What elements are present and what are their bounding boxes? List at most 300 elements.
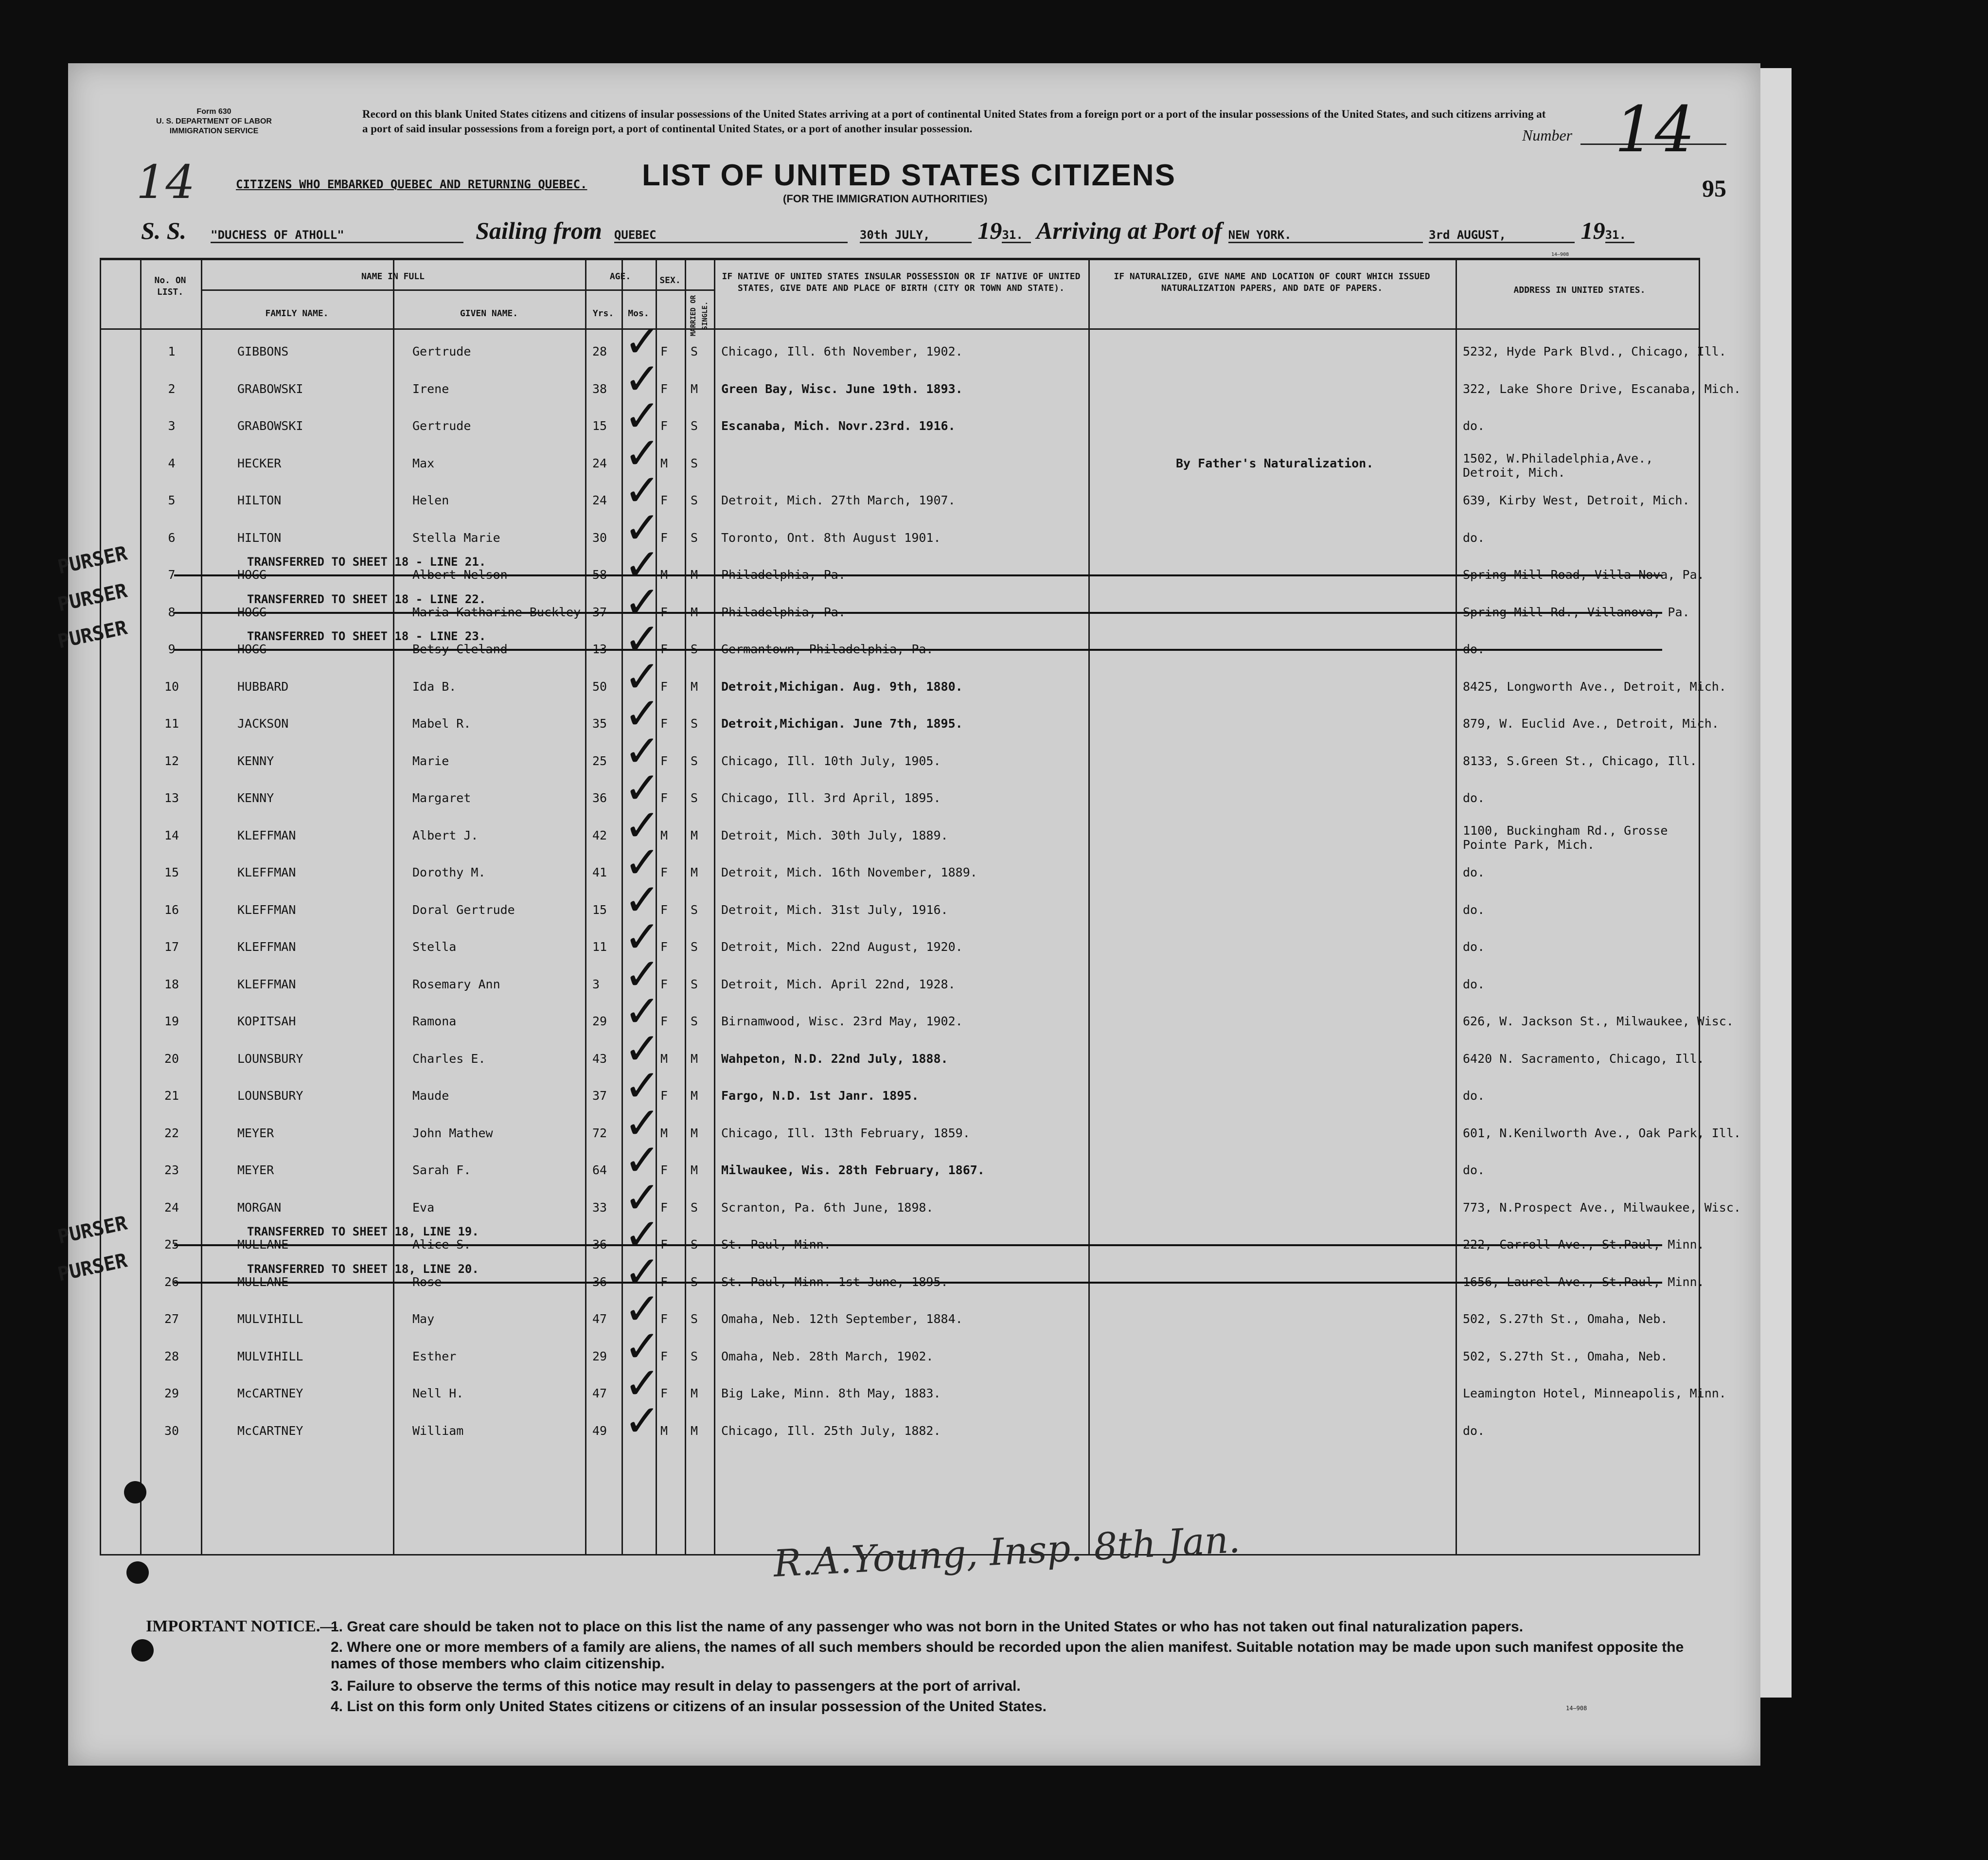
cell-yrs: 29 — [592, 1014, 607, 1028]
cell-ms: M — [691, 605, 698, 619]
cell-birth: St. Paul, Minn. 1st June, 1895. — [721, 1274, 948, 1289]
check-mark-icon: ✓ — [624, 837, 661, 888]
cell-addr: Spring Mill Rd., Villanova, Pa. — [1463, 605, 1690, 619]
cell-no: 5 — [168, 493, 176, 507]
cell-birth: Escanaba, Mich. Novr.23rd. 1916. — [721, 419, 956, 433]
cell-ms: S — [691, 456, 698, 470]
col-given-name: GIVEN NAME. — [460, 308, 518, 319]
cell-birth: Detroit, Mich. 27th March, 1907. — [721, 493, 956, 507]
handwritten-number: 14 — [136, 156, 195, 209]
cell-yrs: 49 — [592, 1423, 607, 1438]
check-mark-icon: ✓ — [624, 316, 661, 367]
cell-addr: Leamington Hotel, Minneapolis, Minn. — [1463, 1386, 1726, 1400]
table-row — [101, 948, 1699, 1005]
cell-family: HECKER — [237, 456, 282, 470]
cell-ms: S — [691, 1312, 698, 1326]
col-no: No. ON LIST. — [154, 275, 186, 297]
cell-yrs: 72 — [592, 1126, 607, 1140]
purser-mark: PURSER — [55, 542, 129, 579]
cell-addr: 8425, Longworth Ave., Detroit, Mich. — [1463, 679, 1726, 694]
table-row — [101, 800, 1699, 857]
cell-given: Charles E. — [412, 1051, 486, 1066]
cell-sex: F — [660, 1163, 668, 1177]
cell-sex: M — [660, 568, 668, 582]
transfer-note: TRANSFERRED TO SHEET 18, LINE 20. — [247, 1262, 479, 1276]
check-mark-icon: ✓ — [624, 986, 661, 1037]
cell-given: Doral Gertrude — [412, 902, 515, 917]
table-row — [101, 502, 1699, 559]
cell-given: Dorothy M. — [412, 865, 486, 879]
cell-no: 28 — [164, 1349, 179, 1363]
cell-given: Mabel R. — [412, 716, 471, 731]
cell-sex: F — [660, 1274, 668, 1289]
cell-yrs: 47 — [592, 1312, 607, 1326]
notice-item-4: 4. List on this form only United States citizens or citizens of an insular possession of the United States. — [331, 1699, 1047, 1715]
check-mark-icon: ✓ — [624, 1358, 661, 1409]
arriving-year: 31. — [1605, 228, 1634, 243]
cell-family: KENNY — [237, 791, 274, 805]
cell-no: 30 — [164, 1423, 179, 1438]
cell-yrs: 15 — [592, 902, 607, 917]
cell-sex: M — [660, 456, 668, 470]
cell-birth: Philadelphia, Pa. — [721, 605, 846, 619]
cell-birth: Chicago, Ill. 3rd April, 1895. — [721, 791, 941, 805]
cell-sex: F — [660, 381, 668, 396]
cell-addr: do. — [1463, 902, 1485, 917]
punch-hole — [124, 1481, 146, 1503]
cell-family: KENNY — [237, 753, 274, 768]
cell-yrs: 30 — [592, 530, 607, 545]
cell-no: 19 — [164, 1014, 179, 1028]
signature: R.A.Young, Insp. 8th Jan. — [772, 1517, 1242, 1586]
cell-birth: Scranton, Pa. 6th June, 1898. — [721, 1200, 934, 1215]
cell-sex: F — [660, 1386, 668, 1400]
check-mark-icon: ✓ — [624, 1321, 661, 1372]
cell-sex: M — [660, 1051, 668, 1066]
cell-sex: F — [660, 344, 668, 358]
cell-birth: Chicago, Ill. 6th November, 1902. — [721, 344, 963, 358]
check-mark-icon: ✓ — [624, 576, 661, 628]
cell-yrs: 42 — [592, 828, 607, 842]
cell-sex: F — [660, 1237, 668, 1252]
cell-birth: Detroit, Mich. 31st July, 1916. — [721, 902, 948, 917]
cell-ms: M — [691, 679, 698, 694]
cell-ms: S — [691, 791, 698, 805]
cell-birth: Fargo, N.D. 1st Janr. 1895. — [721, 1089, 919, 1103]
notice-item-3: 3. Failure to observe the terms of this notice may result in delay to passengers at the port of arrival. — [331, 1678, 1021, 1694]
cell-given: Gertrude — [412, 344, 471, 358]
table-row — [101, 912, 1699, 968]
cell-no: 11 — [164, 716, 179, 731]
cell-ms: M — [691, 828, 698, 842]
check-mark-icon: ✓ — [624, 1172, 661, 1223]
transfer-note: TRANSFERRED TO SHEET 18 - LINE 23. — [247, 629, 486, 643]
table-row — [55, 1209, 1704, 1266]
cell-family: MULVIHILL — [237, 1349, 303, 1363]
cell-ms: S — [691, 716, 698, 731]
cell-given: Esther — [412, 1349, 457, 1363]
cell-family: GRABOWSKI — [237, 419, 303, 433]
cell-no: 25 — [164, 1237, 179, 1252]
cell-ms: S — [691, 902, 698, 917]
col-birth: IF NATIVE OF UNITED STATES INSULAR POSSESSION OR IF NATIVE OF UNITED STATES, GIVE DATE AND PLACE OF BIRTH (CITY OR TOWN AND STATE). — [722, 271, 1081, 293]
cell-birth: St. Paul, Minn. — [721, 1237, 831, 1252]
cell-sex: F — [660, 605, 668, 619]
cell-ms: M — [691, 568, 698, 582]
cell-given: Helen — [412, 493, 449, 507]
strike-line — [174, 574, 1662, 576]
table-row — [55, 576, 1699, 633]
punch-hole — [126, 1561, 149, 1584]
check-mark-icon: ✓ — [624, 725, 661, 777]
cell-addr: 601, N.Kenilworth Ave., Oak Park, Ill. — [1463, 1126, 1741, 1140]
cell-yrs: 50 — [592, 679, 607, 694]
cell-addr: 502, S.27th St., Omaha, Neb. — [1463, 1349, 1668, 1363]
form-number: Form 630 — [196, 107, 231, 116]
cell-addr: 6420 N. Sacramento, Chicago, Ill. — [1463, 1051, 1704, 1066]
cell-yrs: 13 — [592, 642, 607, 656]
strike-line — [174, 612, 1662, 614]
cell-ms: S — [691, 1200, 698, 1215]
cell-no: 9 — [168, 642, 176, 656]
cell-addr: 1502, W.Philadelphia,Ave., Detroit, Mich. — [1463, 451, 1653, 480]
check-mark-icon: ✓ — [624, 465, 661, 516]
cell-birth: Detroit, Mich. 30th July, 1889. — [721, 828, 948, 842]
cell-addr: do. — [1463, 940, 1485, 954]
cell-addr: 5232, Hyde Park Blvd., Chicago, Ill. — [1463, 344, 1726, 358]
cell-no: 7 — [168, 568, 176, 582]
cell-birth: Omaha, Neb. 28th March, 1902. — [721, 1349, 934, 1363]
cell-ms: M — [691, 1089, 698, 1103]
cell-no: 29 — [164, 1386, 179, 1400]
cell-yrs: 25 — [592, 753, 607, 768]
cell-no: 4 — [168, 456, 176, 470]
cell-no: 6 — [168, 530, 176, 545]
cell-given: Nell H. — [412, 1386, 464, 1400]
cell-sex: M — [660, 1423, 668, 1438]
cell-family: MULLANE — [237, 1237, 289, 1252]
cell-family: KLEFFMAN — [237, 828, 296, 842]
print-code: 14—908 — [1551, 252, 1569, 257]
cell-yrs: 37 — [592, 605, 607, 619]
cell-birth: Big Lake, Minn. 8th May, 1883. — [721, 1386, 941, 1400]
purser-mark: PURSER — [55, 616, 129, 653]
cell-given: Sarah F. — [412, 1163, 471, 1177]
cell-family: MORGAN — [237, 1200, 282, 1215]
cell-no: 17 — [164, 940, 179, 954]
cell-addr: do. — [1463, 1089, 1485, 1103]
check-mark-icon: ✓ — [624, 763, 661, 814]
cell-addr: Spring Mill Road, Villa Nova, Pa. — [1463, 568, 1704, 582]
cell-family: HOGG — [237, 642, 267, 656]
cell-given: Eva — [412, 1200, 435, 1215]
cell-yrs: 38 — [592, 381, 607, 396]
purser-mark: PURSER — [55, 1249, 129, 1286]
cell-no: 1 — [168, 344, 176, 358]
cell-given: Stella — [412, 940, 457, 954]
cell-addr: 502, S.27th St., Omaha, Neb. — [1463, 1312, 1668, 1326]
notice-label: IMPORTANT NOTICE.— — [146, 1617, 337, 1635]
cell-no: 15 — [164, 865, 179, 879]
cell-no: 10 — [164, 679, 179, 694]
cell-yrs: 11 — [592, 940, 607, 954]
check-mark-icon: ✓ — [624, 948, 661, 1000]
cell-ms: M — [691, 1163, 698, 1177]
cell-no: 27 — [164, 1312, 179, 1326]
cell-yrs: 29 — [592, 1349, 607, 1363]
cell-given: Irene — [412, 381, 449, 396]
cell-ms: S — [691, 753, 698, 768]
check-mark-icon: ✓ — [624, 1023, 661, 1074]
col-age: AGE. — [609, 271, 631, 282]
table-row — [101, 1135, 1699, 1191]
check-mark-icon: ✓ — [624, 539, 661, 590]
cell-sex: F — [660, 679, 668, 694]
cell-given: Betsy Cleland — [412, 642, 508, 656]
cell-birth: Germantown, Philadelphia, Pa. — [721, 642, 934, 656]
check-mark-icon: ✓ — [624, 1246, 661, 1298]
cell-family: LOUNSBURY — [237, 1051, 303, 1066]
cell-yrs: 43 — [592, 1051, 607, 1066]
cell-sex: F — [660, 753, 668, 768]
check-mark-icon: ✓ — [624, 353, 661, 405]
table-row — [101, 1097, 1741, 1154]
cell-family: MULVIHILL — [237, 1312, 303, 1326]
check-mark-icon: ✓ — [624, 688, 661, 739]
cell-no: 18 — [164, 977, 179, 991]
cell-sex: M — [660, 1126, 668, 1140]
cell-yrs: 47 — [592, 1386, 607, 1400]
cell-given: William — [412, 1423, 464, 1438]
cell-no: 21 — [164, 1089, 179, 1103]
cell-addr: do. — [1463, 791, 1485, 805]
cell-addr: 639, Kirby West, Detroit, Mich. — [1463, 493, 1690, 507]
check-mark-icon: ✓ — [624, 651, 661, 702]
table-row — [101, 428, 1699, 484]
cell-sex: F — [660, 530, 668, 545]
col-sex: SEX. — [659, 275, 681, 286]
cell-given: Ramona — [412, 1014, 457, 1028]
cell-family: HILTON — [237, 493, 282, 507]
cell-birth: Detroit, Mich. April 22nd, 1928. — [721, 977, 956, 991]
cell-family: KLEFFMAN — [237, 977, 296, 991]
col-months: Mos. — [628, 308, 649, 319]
table-row — [101, 651, 1726, 708]
table-row — [55, 539, 1704, 596]
cell-sex: F — [660, 1312, 668, 1326]
cell-family: HUBBARD — [237, 679, 289, 694]
form-header — [117, 107, 311, 136]
cell-family: KLEFFMAN — [237, 940, 296, 954]
table-row — [101, 725, 1699, 782]
ship-name: "DUCHESS OF ATHOLL" — [211, 228, 463, 243]
cell-sex: F — [660, 419, 668, 433]
cell-birth: Omaha, Neb. 12th September, 1884. — [721, 1312, 963, 1326]
cell-nat: By Father's Naturalization. — [1176, 456, 1374, 470]
cell-ms: M — [691, 865, 698, 879]
cell-birth: Green Bay, Wisc. June 19th. 1893. — [721, 381, 963, 396]
cell-yrs: 58 — [592, 568, 607, 582]
check-mark-icon: ✓ — [624, 1395, 661, 1447]
table-row — [101, 1023, 1704, 1080]
col-naturalized: IF NATURALIZED, GIVE NAME AND LOCATION OF COURT WHICH ISSUED NATURALIZATION PAPERS, AND DATE OF PAPERS. — [1114, 271, 1430, 293]
col-years: Yrs. — [592, 308, 614, 319]
cell-yrs: 64 — [592, 1163, 607, 1177]
sailing-label: Sailing from — [476, 217, 602, 244]
cell-family: MEYER — [237, 1163, 274, 1177]
cell-addr: 879, W. Euclid Ave., Detroit, Mich. — [1463, 716, 1719, 731]
cell-addr: do. — [1463, 865, 1485, 879]
cell-family: MULLANE — [237, 1274, 289, 1289]
cell-addr: 773, N.Prospect Ave., Milwaukee, Wisc. — [1463, 1200, 1741, 1215]
cell-no: 3 — [168, 419, 176, 433]
cell-addr: do. — [1463, 419, 1485, 433]
transfer-note: TRANSFERRED TO SHEET 18, LINE 19. — [247, 1225, 479, 1238]
cell-addr: 322, Lake Shore Drive, Escanaba, Mich. — [1463, 381, 1741, 396]
cell-yrs: 24 — [592, 456, 607, 470]
service-name: IMMIGRATION SERVICE — [169, 127, 259, 135]
cell-no: 13 — [164, 791, 179, 805]
cell-ms: M — [691, 1051, 698, 1066]
cell-ms: S — [691, 642, 698, 656]
cell-yrs: 41 — [592, 865, 607, 879]
cell-birth: Chicago, Ill. 25th July, 1882. — [721, 1423, 941, 1438]
check-mark-icon: ✓ — [624, 1209, 661, 1260]
cell-sex: F — [660, 1200, 668, 1215]
intro-text: Record on this blank United States citizens and citizens of insular possessions of the United States arriving at a port of continental United States from a foreign port or a port of the insular possessions of the United States, and such citizens arriving at a port of said insular possessions from a foreign port, a port of continental United States, or a port of another insular possession. — [362, 108, 1546, 135]
col-family-name: FAMILY NAME. — [265, 308, 329, 319]
sailing-year-prefix: 19 — [977, 217, 1002, 244]
cell-given: Stella Marie — [412, 530, 500, 545]
table-row — [101, 1172, 1741, 1229]
notice-item-1: 1. Great care should be taken not to place on this list the name of any passenger who was not born in the United States or who has not taken out final naturalization papers. — [331, 1619, 1524, 1635]
cell-sex: F — [660, 1089, 668, 1103]
cell-sex: F — [660, 902, 668, 917]
cell-addr: do. — [1463, 977, 1485, 991]
cell-addr: 1656, Laurel Ave., St.Paul, Minn. — [1463, 1274, 1704, 1289]
table-row — [101, 763, 1699, 819]
table-row — [101, 986, 1734, 1042]
cell-no: 22 — [164, 1126, 179, 1140]
cell-family: KLEFFMAN — [237, 865, 296, 879]
table-row — [101, 1358, 1726, 1414]
cell-family: GRABOWSKI — [237, 381, 303, 396]
page-number: 95 — [1702, 175, 1726, 202]
cell-birth: Toronto, Ont. 8th August 1901. — [721, 530, 941, 545]
cell-birth: Philadelphia, Pa. — [721, 568, 846, 582]
cell-addr: do. — [1463, 530, 1485, 545]
cell-family: HILTON — [237, 530, 282, 545]
cell-given: May — [412, 1312, 435, 1326]
cell-ms: S — [691, 419, 698, 433]
table-row — [101, 1060, 1699, 1117]
check-mark-icon: ✓ — [624, 614, 661, 665]
cell-given: Alice S. — [412, 1237, 471, 1252]
check-mark-icon: ✓ — [624, 800, 661, 851]
transfer-note: TRANSFERRED TO SHEET 18 - LINE 21. — [247, 555, 486, 569]
cell-family: GIBBONS — [237, 344, 289, 358]
cell-ms: M — [691, 1386, 698, 1400]
arriving-label: Arriving at Port of — [1036, 217, 1223, 244]
check-mark-icon: ✓ — [624, 428, 661, 479]
arriving-port: NEW YORK. — [1228, 228, 1423, 243]
col-address: ADDRESS IN UNITED STATES. — [1513, 285, 1646, 295]
cell-ms: M — [691, 381, 698, 396]
table-row — [101, 874, 1699, 931]
cell-no: 24 — [164, 1200, 179, 1215]
cell-no: 8 — [168, 605, 176, 619]
cell-ms: S — [691, 1237, 698, 1252]
check-mark-icon: ✓ — [624, 391, 661, 442]
cell-given: Max — [412, 456, 435, 470]
arriving-date: 3rd AUGUST, — [1429, 228, 1575, 243]
cell-given: Rosemary Ann — [412, 977, 500, 991]
table-row — [101, 353, 1741, 410]
check-mark-icon: ✓ — [624, 1097, 661, 1149]
cell-sex: F — [660, 642, 668, 656]
cell-yrs: 28 — [592, 344, 607, 358]
cell-sex: F — [660, 716, 668, 731]
cell-given: Rose — [412, 1274, 442, 1289]
embarked-note: CITIZENS WHO EMBARKED QUEBEC AND RETURNING QUEBEC. — [236, 178, 587, 191]
cell-no: 20 — [164, 1051, 179, 1066]
cell-yrs: 3 — [592, 977, 600, 991]
cell-ms: S — [691, 530, 698, 545]
cell-given: Maude — [412, 1089, 449, 1103]
department-name: U. S. DEPARTMENT OF LABOR — [156, 117, 272, 125]
cell-birth: Detroit,Michigan. June 7th, 1895. — [721, 716, 963, 731]
cell-yrs: 36 — [592, 1274, 607, 1289]
cell-sex: F — [660, 1349, 668, 1363]
notice-item-2: 2. Where one or more members of a family are aliens, the names of all such members should be recorded upon the alien manifest. Suitable notation may be made upon such manifest opposite the names of those members who claim citizenship. — [331, 1639, 1684, 1672]
manifest-page — [55, 63, 1760, 1766]
cell-given: Albert Nelson — [412, 568, 508, 582]
cell-birth: Chicago, Ill. 10th July, 1905. — [721, 753, 941, 768]
cell-given: John Mathew — [412, 1126, 493, 1140]
cell-given: Ida B. — [412, 679, 457, 694]
cell-addr: do. — [1463, 1163, 1485, 1177]
cell-given: Margaret — [412, 791, 471, 805]
col-married: MARRIED OR SINGLE. — [690, 295, 709, 337]
cell-ms: S — [691, 493, 698, 507]
cell-ms: S — [691, 1014, 698, 1028]
cell-yrs: 35 — [592, 716, 607, 731]
purser-mark: PURSER — [55, 1212, 129, 1249]
cell-addr: 222, Carroll Ave., St.Paul, Minn. — [1463, 1237, 1704, 1252]
cell-ms: S — [691, 344, 698, 358]
cell-no: 2 — [168, 381, 176, 396]
cell-ms: M — [691, 1423, 698, 1438]
cell-no: 23 — [164, 1163, 179, 1177]
sailing-row — [141, 216, 1634, 245]
strike-line — [174, 649, 1662, 651]
cell-given: Marie — [412, 753, 449, 768]
check-mark-icon: ✓ — [624, 1284, 661, 1335]
table-row — [101, 1284, 1699, 1340]
cell-given: Maria Katharine Buckley — [412, 605, 581, 619]
cell-sex: F — [660, 1014, 668, 1028]
cell-birth: Birnamwood, Wisc. 23rd May, 1902. — [721, 1014, 963, 1028]
cell-family: KLEFFMAN — [237, 902, 296, 917]
cell-sex: F — [660, 977, 668, 991]
cell-yrs: 24 — [592, 493, 607, 507]
cell-yrs: 36 — [592, 1237, 607, 1252]
cell-addr: 626, W. Jackson St., Milwaukee, Wisc. — [1463, 1014, 1734, 1028]
cell-birth: Detroit, Mich. 16th November, 1889. — [721, 865, 977, 879]
cell-given: Albert J. — [412, 828, 479, 842]
cell-family: HOGG — [237, 568, 267, 582]
check-mark-icon: ✓ — [624, 502, 661, 554]
